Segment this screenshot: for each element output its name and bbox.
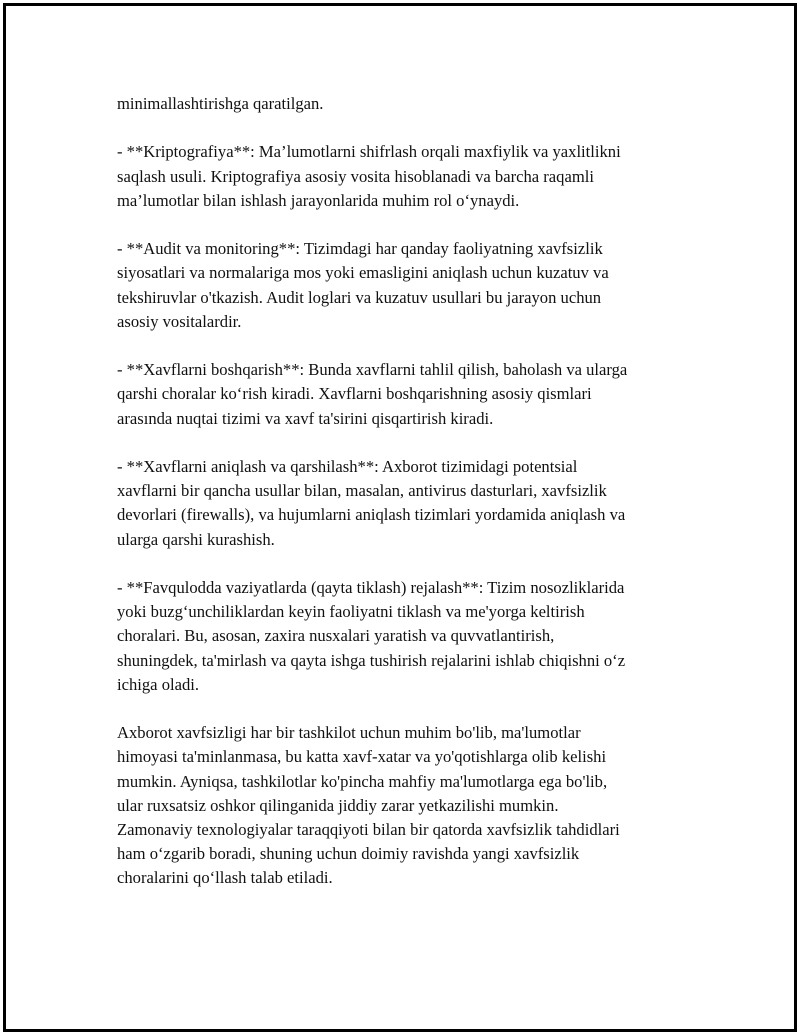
paragraph-xavflarni-boshqarish: - **Xavflarni boshqarish**: Bunda xavflarni tahlil qilish, baholash va ularga qarshi choralar ko‘rish kiradi. Xavflarni boshqarishning asosiy qismlari arasında nuqtai tizimi va xavf ta'sirini qisqartirish kiradi. — [117, 360, 628, 428]
paragraph-kriptografiya: - **Kriptografiya**: Ma’lumotlarni shifrlash orqali maxfiylik va yaxlitlikni saqlash usuli. Kriptografiya asosiy vosita hisoblanadi va barcha raqamli ma’lumotlar bilan ishlash jarayonlarida muhim rol o‘ynaydi. — [117, 142, 621, 210]
paragraph-xavflarni-aniqlash: - **Xavflarni aniqlash va qarshilash**: Axborot tizimidagi potentsial xavflarni bir qancha usullar bilan, masalan, antivirus dasturlari, xavfsizlik devorlari (firewalls), va hujumlarni aniqlash tizimlari yordamida aniqlash va ularga qarshi kurashish. — [117, 456, 626, 549]
paragraph-continuation: minimallashtirishga qaratilgan. — [117, 94, 324, 113]
paragraph-conclusion: Axborot xavfsizligi har bir tashkilot uchun muhim bo'lib, ma'lumotlar himoyasi ta'minlanmasa, bu katta xavf-xatar va yo'qotishlarga olib kelishi mumkin. Ayniqsa, tashkilotlar ko'pincha mahfiy ma'lumotlarga ega bo'lib, ular ruxsatsiz oshkor qilinganida jiddiy zarar yetkazilishi mumkin. Zamonaviy texnologiyalar taraqqiyoti bilan bir qatorda xavfsizlik tahdidlari ham o‘zgarib boradi, shuning uchun doimiy ravishda yangi xavfsizlik choralarini qo‘llash talab etiladi. — [117, 723, 620, 888]
paragraph-audit-monitoring: - **Audit va monitoring**: Tizimdagi har qanday faoliyatning xavfsizlik siyosatlari va normalariga mos yoki emasligini aniqlash uchun kuzatuv va tekshiruvlar o'tkazish. Audit loglari va kuzatuv usullari bu jarayon uchun asosiy vositalardir. — [117, 239, 609, 331]
paragraph-favqulodda-rejalash: - **Favqulodda vaziyatlarda (qayta tiklash) rejalash**: Tizim nosozliklarida yoki buzg‘unchiliklardan keyin faoliyatni tiklash va me'yorga keltirish choralari. Bu, asosan, zaxira nusxalari yaratish va quvvatlantirish, shuningdek, ta'mirlash va qayta ishga tushirish rejalarini ishlab chiqishni o‘z ichiga oladi. — [117, 577, 626, 694]
document-body — [117, 92, 697, 891]
